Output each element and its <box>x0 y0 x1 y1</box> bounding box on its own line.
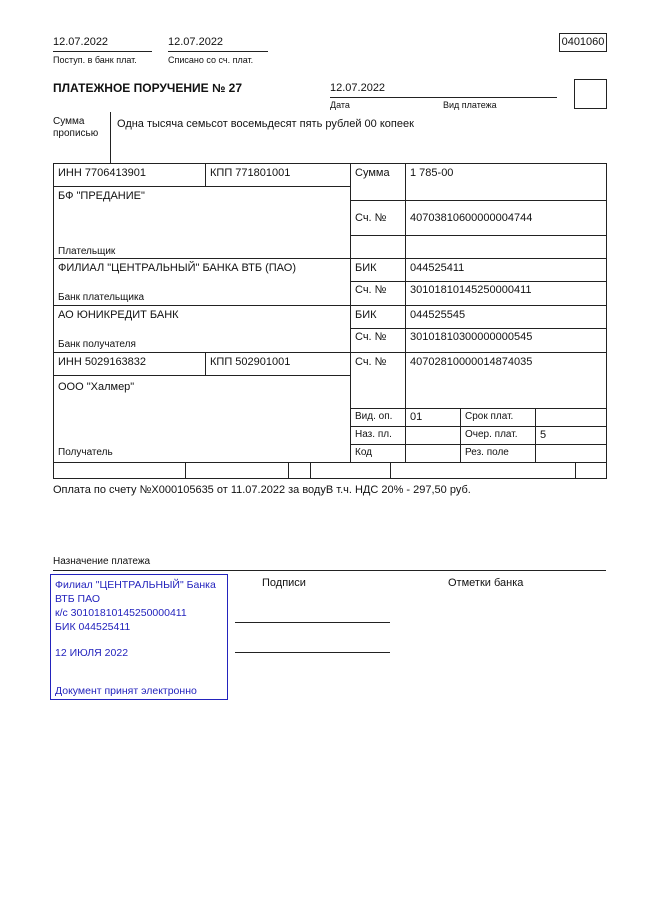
stamp-date: 12 ИЮЛЯ 2022 <box>55 647 129 659</box>
debited-date: 12.07.2022 <box>168 36 224 48</box>
srok-plat-label: Срок плат. <box>465 411 514 422</box>
stamp-bank-name-line1: Филиал "ЦЕНТРАЛЬНЫЙ" Банка <box>55 579 216 591</box>
amount-value: 1 785-00 <box>410 167 454 179</box>
grid-line <box>350 281 606 282</box>
grid-line <box>53 478 606 479</box>
grid-line <box>53 375 350 376</box>
grid-line <box>606 163 607 479</box>
debited-date-underline <box>168 51 268 52</box>
stamp-bank-name-line2: ВТБ ПАО <box>55 593 101 605</box>
signature-line <box>235 652 390 653</box>
grid-line <box>53 352 606 353</box>
payer-bank-bik-label: БИК <box>355 262 377 274</box>
rez-pole-label: Рез. поле <box>465 447 509 458</box>
payee-bank-bik-label: БИК <box>355 309 377 321</box>
payee-section-label: Получатель <box>58 447 113 458</box>
received-date-label: Поступ. в банк плат. <box>53 55 137 65</box>
form-code: 0401060 <box>561 36 605 48</box>
payer-bank-section-label: Банк плательщика <box>58 292 145 303</box>
debited-date-label: Списано со сч. плат. <box>168 55 254 65</box>
payment-type-label: Вид платежа <box>443 100 497 110</box>
payer-section-label: Плательщик <box>58 246 116 257</box>
payee-bank-name: АО ЮНИКРЕДИТ БАНК <box>58 309 179 321</box>
naz-pl-label: Наз. пл. <box>355 429 392 440</box>
grid-line <box>205 163 206 186</box>
received-date: 12.07.2022 <box>53 36 109 48</box>
grid-line <box>350 200 606 201</box>
bank-marks-label: Отметки банка <box>448 577 524 589</box>
stamp-note: Документ принят электронно <box>55 685 197 697</box>
vid-op-label: Вид. оп. <box>355 411 393 422</box>
payer-kpp: КПП 771801001 <box>210 167 291 179</box>
grid-line <box>53 258 606 259</box>
signatures-label: Подписи <box>262 577 306 589</box>
grid-line <box>53 163 54 479</box>
purpose-underline <box>53 570 606 571</box>
doc-date-label: Дата <box>330 100 350 110</box>
doc-title: ПЛАТЕЖНОЕ ПОРУЧЕНИЕ № 27 <box>53 81 243 95</box>
payer-bank-name: ФИЛИАЛ "ЦЕНТРАЛЬНЫЙ" БАНКА ВТБ (ПАО) <box>58 262 296 274</box>
payee-inn: ИНН 5029163832 <box>58 356 147 368</box>
purpose-label: Назначение платежа <box>53 556 151 567</box>
grid-line <box>350 444 606 445</box>
amount-words-value: Одна тысяча семьсот восемьдесят пять рублей 00 копеек <box>117 118 414 130</box>
payee-bank-bik-value: 044525545 <box>410 309 466 321</box>
payee-bank-account-label: Сч. № <box>355 331 387 343</box>
stamp-bik: БИК 044525411 <box>55 621 131 633</box>
ocher-plat-label: Очер. плат. <box>465 429 518 440</box>
ocher-plat-value: 5 <box>540 429 547 441</box>
form-code-box <box>559 33 607 52</box>
grid-line <box>310 462 311 478</box>
payer-account-label: Сч. № <box>355 212 387 224</box>
doc-date-underline <box>330 97 557 98</box>
payer-inn: ИНН 7706413901 <box>58 167 147 179</box>
kod-label: Код <box>355 447 373 458</box>
grid-line <box>350 408 606 409</box>
grid-line <box>53 305 606 306</box>
grid-line <box>350 235 606 236</box>
payer-account-value: 40703810600000004744 <box>410 212 533 224</box>
grid-line <box>350 328 606 329</box>
payee-account-label: Сч. № <box>355 356 387 368</box>
grid-line <box>460 408 461 462</box>
grid-line <box>535 408 536 462</box>
payee-bank-account-value: 30101810300000000545 <box>410 331 533 343</box>
grid-line <box>288 462 289 478</box>
vid-op-value: 01 <box>410 411 423 423</box>
stamp-corr-account: к/с 30101810145250000411 <box>55 607 187 619</box>
grid-line <box>110 112 111 163</box>
grid-line <box>53 462 606 463</box>
payee-name: ООО "Халмер" <box>58 381 135 393</box>
grid-line <box>205 352 206 375</box>
grid-line <box>185 462 186 478</box>
grid-line <box>390 462 391 478</box>
grid-line <box>405 163 406 463</box>
signature-line <box>235 622 390 623</box>
grid-line <box>350 163 351 463</box>
purpose-text: Оплата по счету №Х000105635 от 11.07.2022 за водуВ т.ч. НДС 20% - 297,50 руб. <box>53 484 471 496</box>
amount-words-label: Сумма прописью <box>53 116 99 139</box>
received-date-underline <box>53 51 152 52</box>
payer-bank-account-label: Сч. № <box>355 284 387 296</box>
payment-type-box <box>574 79 607 109</box>
payer-name: БФ "ПРЕДАНИЕ" <box>58 190 145 202</box>
grid-line <box>53 163 606 164</box>
grid-line <box>53 186 350 187</box>
payee-account-value: 40702810000014874035 <box>410 356 533 368</box>
grid-line <box>350 426 606 427</box>
payee-bank-section-label: Банк получателя <box>58 339 136 350</box>
doc-date: 12.07.2022 <box>330 82 386 94</box>
amount-label: Сумма <box>355 167 390 179</box>
payer-bank-account-value: 30101810145250000411 <box>410 284 532 296</box>
payee-kpp: КПП 502901001 <box>210 356 291 368</box>
grid-line <box>575 462 576 478</box>
payer-bank-bik-value: 044525411 <box>410 262 465 274</box>
